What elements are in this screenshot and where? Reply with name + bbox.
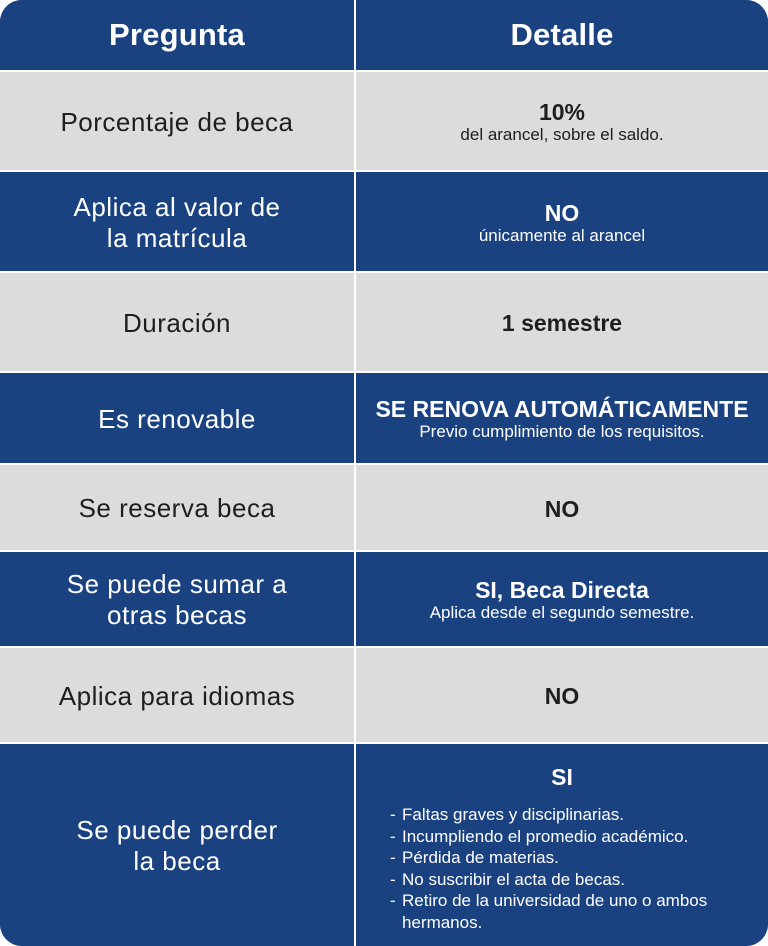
detail-cell xyxy=(354,744,768,946)
question-cell xyxy=(0,373,354,465)
detail-cell xyxy=(354,373,768,465)
detail-main: NO xyxy=(544,495,580,522)
list-item: - Incumpliendo el promedio académico. xyxy=(390,826,732,848)
question-text: Porcentaje de beca xyxy=(60,106,294,137)
reasons-list xyxy=(356,804,732,933)
detail-cell xyxy=(354,648,768,744)
list-item: - Retiro de la universidad de uno o ambos hermanos. xyxy=(390,890,732,933)
question-cell xyxy=(0,72,354,172)
detail-main: 1 semestre xyxy=(501,310,623,336)
question-text: Se puede sumar a otras becas xyxy=(66,569,288,630)
detail-cell xyxy=(354,273,768,373)
detail-main: SI xyxy=(551,764,573,790)
detail-main: SI, Beca Directa xyxy=(475,577,649,603)
question-text: Duración xyxy=(122,307,232,338)
table-row xyxy=(0,742,768,946)
question-text: Se puede perder la beca xyxy=(76,815,278,876)
question-cell xyxy=(0,172,354,273)
table-row xyxy=(0,70,768,172)
question-cell xyxy=(0,465,354,552)
detail-main: SE RENOVA AUTOMÁTICAMENTE xyxy=(375,396,749,422)
table-row xyxy=(0,463,768,552)
question-text: Se reserva beca xyxy=(78,493,276,523)
detail-sub: únicamente al arancel xyxy=(478,225,646,245)
detail-cell xyxy=(354,552,768,648)
question-text: Es renovable xyxy=(98,403,256,434)
question-cell xyxy=(0,552,354,648)
detail-cell xyxy=(354,465,768,552)
table-header xyxy=(0,0,768,70)
detail-sub: del arancel, sobre el saldo. xyxy=(460,125,664,144)
detail-main: NO xyxy=(544,683,580,709)
table-row xyxy=(0,271,768,373)
table-row xyxy=(0,170,768,273)
detail-cell xyxy=(354,172,768,273)
header-detail: Detalle xyxy=(354,0,768,70)
detail-main: 10% xyxy=(538,99,586,125)
question-text: Aplica al valor de la matrícula xyxy=(73,191,281,253)
table-row xyxy=(0,646,768,744)
question-cell xyxy=(0,744,354,946)
detail-main: NO xyxy=(544,199,580,226)
question-text: Aplica para idiomas xyxy=(58,680,296,711)
list-item: - No suscribir el acta de becas. xyxy=(390,869,732,891)
detail-sub: Previo cumplimiento de los requisitos. xyxy=(419,422,705,441)
table-row xyxy=(0,371,768,465)
table-row xyxy=(0,550,768,648)
list-item: - Pérdida de materias. xyxy=(390,847,732,869)
question-cell xyxy=(0,648,354,744)
detail-sub: Aplica desde el segundo semestre. xyxy=(429,603,695,622)
question-cell xyxy=(0,273,354,373)
list-item: - Faltas graves y disciplinarias. xyxy=(390,804,732,826)
header-question: Pregunta xyxy=(109,17,245,52)
detail-cell xyxy=(354,72,768,172)
